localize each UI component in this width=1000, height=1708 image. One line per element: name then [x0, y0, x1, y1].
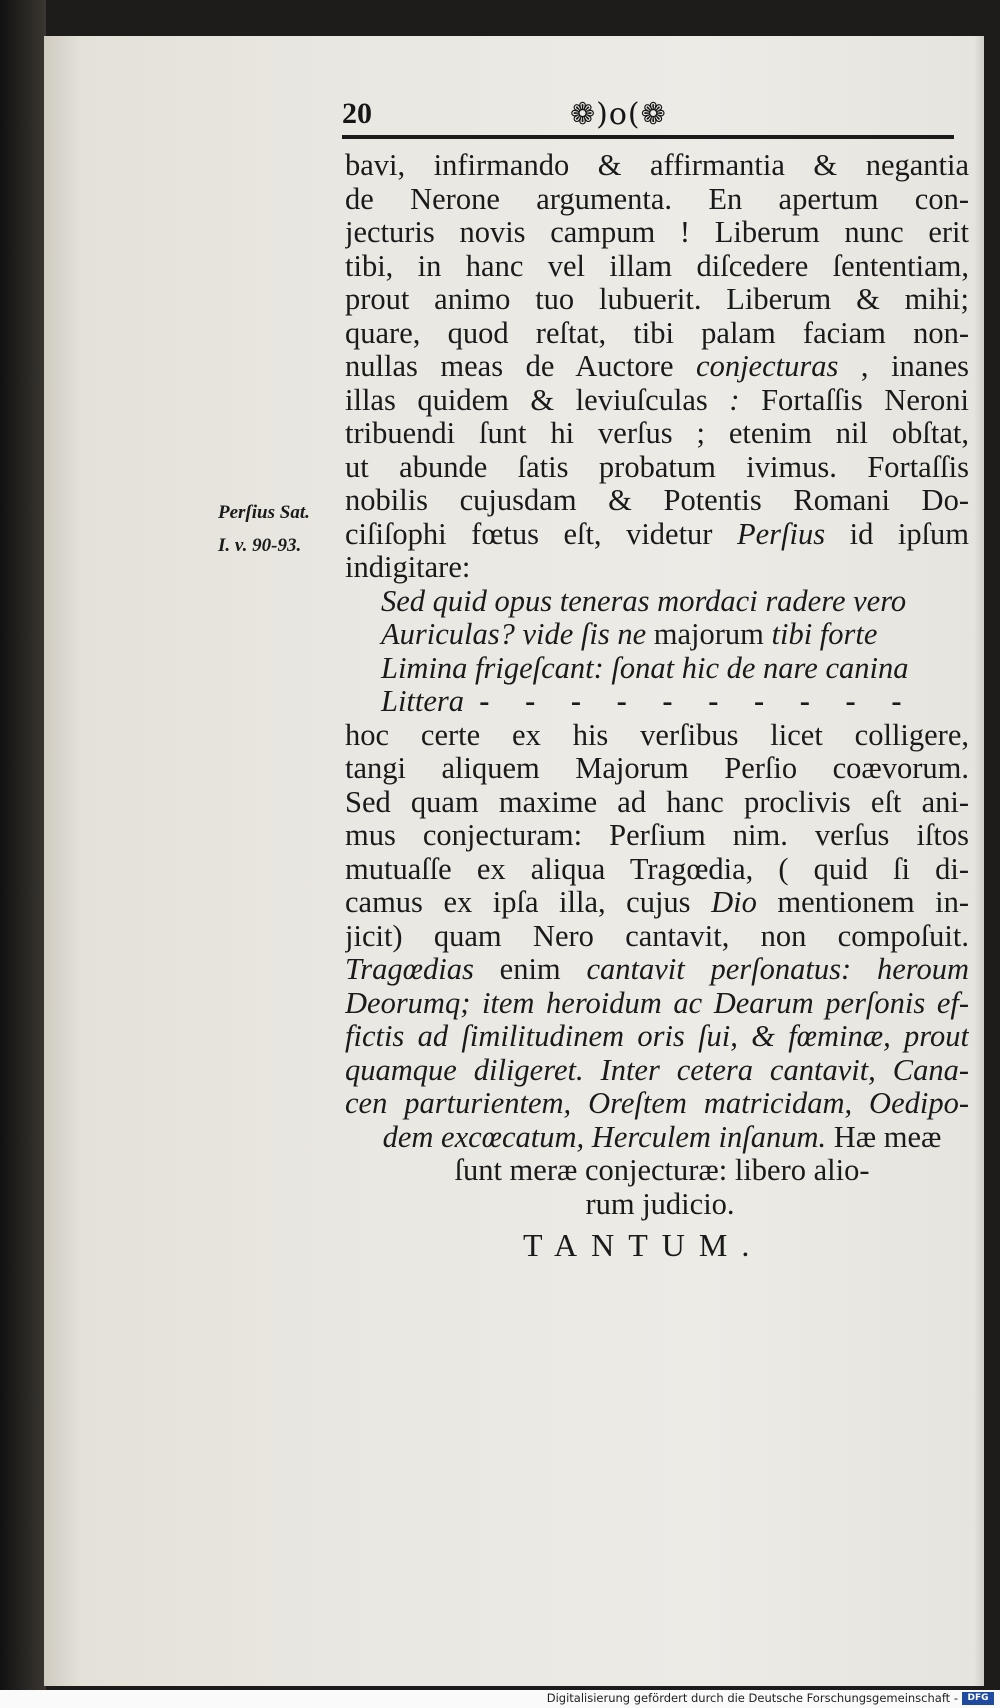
text-line [345, 384, 969, 418]
page-header [342, 97, 952, 137]
header-rule [342, 135, 954, 139]
italic-term: Tragœdias [345, 953, 474, 986]
margin-note-source: Perſius Sat. [218, 502, 310, 523]
roman-word: majorum [653, 618, 764, 651]
verse-line: Sed quid opus teneras mordaci radere vero [381, 584, 907, 618]
book-spine [0, 0, 46, 1690]
text-line: tibi, in hanc vel illam diſcedere ſententiam, [345, 249, 969, 283]
text-run: Auriculas? vide ſis ne [381, 618, 647, 651]
text-run: ciſiſophi fœtus eſt, videtur [345, 517, 713, 551]
text-line: Sed quam maxime ad hanc proclivis eſt ani- [345, 785, 969, 819]
text-run: id ipſum [849, 517, 969, 551]
text-line [345, 886, 969, 920]
text-run: tibi forte [771, 618, 878, 651]
text-line [345, 350, 969, 384]
finis-word: TANTUM. [523, 1229, 764, 1263]
quote-line: cen parturientem, Oreſtem matricidam, Oedipo- [345, 1087, 969, 1120]
text-line [345, 518, 969, 552]
text-run: mentionem in- [777, 886, 969, 919]
body-text [345, 149, 969, 1263]
text-line: de Nerone argumenta. En apertum con- [345, 182, 969, 216]
text-line: tribuendi ſunt hi verſus ; etenim nil obſtat, [345, 417, 969, 450]
elision-dashes: - - - - - - - - - - [479, 685, 916, 718]
text-line: bavi, infirmando & affirmantia & negantia [345, 149, 969, 182]
header-ornament: ❁)o(❁ [570, 97, 667, 132]
text-line: prout animo tuo lubuerit. Liberum & mihi; [345, 283, 969, 316]
text-line: mutuaſſe ex aliqua Tragœdia, ( quid ſi di- [345, 852, 969, 886]
text-run: camus ex ipſa illa, cujus [345, 886, 691, 919]
quote-line [345, 953, 969, 987]
verse-line: Limina frigeſcant: ſonat hic de nare canina [381, 651, 909, 685]
text-line: tangi aliquem Majorum Perſio coævorum. [345, 752, 969, 785]
text-line: indigitare: [345, 551, 471, 584]
italic-run: dem excœcatum, Herculem inſanum. [382, 1120, 827, 1154]
italic-name: Perſius [736, 517, 826, 551]
quote-line: quamque diligeret. Inter cetera cantavit, Cana- [345, 1053, 969, 1087]
text-line: hoc certe ex his verſibus licet colligere, [345, 718, 969, 752]
text-run: Hæ meæ [833, 1120, 942, 1154]
page-number: 20 [342, 97, 372, 130]
text-run: illas quidem & leviuſculas [345, 383, 708, 417]
digitization-footer [0, 1690, 1000, 1708]
text-run: Fortaſſis Neroni [761, 383, 969, 417]
text-line: mus conjecturam: Perſium nim. verſus iſtos [345, 819, 969, 852]
italic-name: Dio [711, 886, 757, 919]
verse-line [345, 685, 969, 719]
text-run: enim [499, 953, 561, 986]
closing-line: ſunt meræ conjecturæ: libero alio- [454, 1154, 870, 1187]
italic-run: cantavit perſonatus: heroum [586, 953, 969, 986]
text-run: , inanes [860, 350, 969, 383]
text-line: ut abunde ſatis probatum ivimus. Fortaſſis [345, 450, 969, 484]
text-run: : [729, 383, 740, 417]
page-edge-shadow [974, 36, 984, 1686]
margin-note-verse-ref: I. v. 90-93. [218, 535, 302, 556]
text-run: Littera [381, 685, 465, 718]
italic-term: conjecturas [696, 350, 839, 383]
dfg-logo: DFG [962, 1692, 994, 1705]
closing-line: rum judicio. [585, 1187, 735, 1221]
text-line: nobilis cujusdam & Potentis Romani Do- [345, 484, 969, 517]
funding-credit: Digitalisierung gefördert durch die Deutsche Forschungsgemeinschaft - [546, 1691, 958, 1705]
text-run: nullas meas de Auctore [345, 350, 674, 383]
quote-line: fictis ad ſimilitudinem oris ſui, & fœminæ, prout [345, 1020, 969, 1053]
text-line: jicit) quam Nero cantavit, non compoſuit. [345, 919, 969, 953]
verse-line [345, 618, 969, 652]
quote-line: Deorumq; item heroidum ac Dearum perſonis ef- [345, 986, 969, 1020]
text-line: jecturis novis campum ! Liberum nunc erit [345, 216, 969, 249]
quote-line [345, 1121, 969, 1155]
text-line: quare, quod reſtat, tibi palam faciam non- [345, 316, 969, 350]
